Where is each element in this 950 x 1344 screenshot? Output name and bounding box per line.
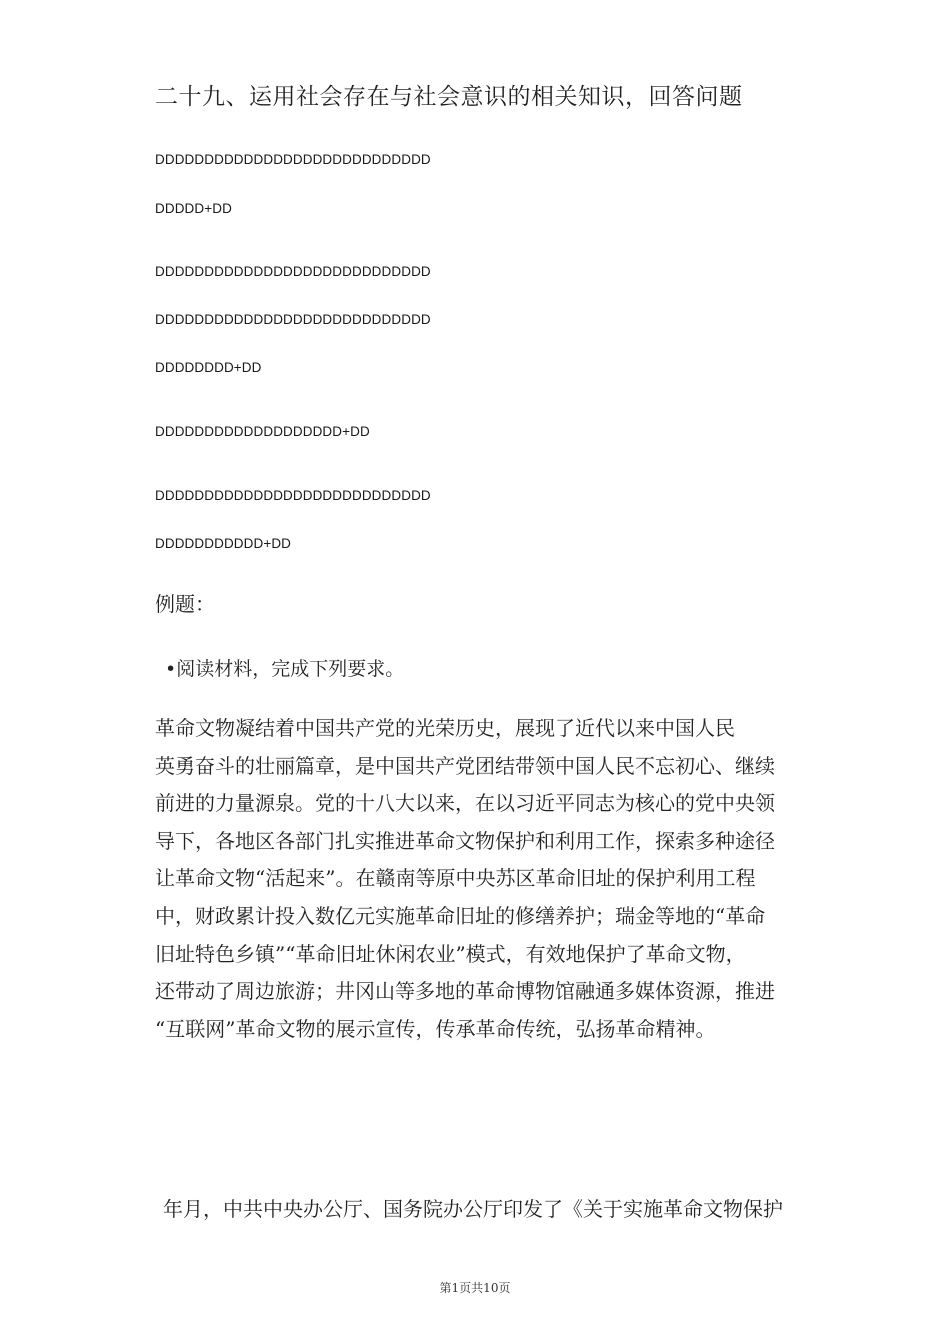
material-line: 革命文物凝结着中国共产党的光荣历史，展现了近代以来中国人民 xyxy=(155,716,735,740)
garbled-text-line: DDDDDDDDDDDDDDDDDDDDDDDDDDDD xyxy=(155,312,431,327)
material-line: 前进的力量源泉。党的十八大以来，在以习近平同志为核心的党中央领 xyxy=(155,791,775,816)
garbled-text-line: DDDDDDDDDDD+DD xyxy=(155,536,292,551)
material-line: 让革命文物“活起来”。在赣南等原中央苏区革命旧址的保护利用工程 xyxy=(155,866,756,891)
continuation-paragraph: 年月，中共中央办公厅、国务院办公厅印发了《关于实施革命文物保护 xyxy=(163,1197,783,1221)
material-line: 还带动了周边旅游；井冈山等多地的革命博物馆融通多媒体资源，推进 xyxy=(155,979,775,1004)
material-line: 中，财政累计投入数亿元实施革命旧址的修缮养护；瑞金等地的“革命 xyxy=(155,903,766,928)
material-line: 导下，各地区各部门扎实推进革命文物保护和利用工作，探索多种途径 xyxy=(155,828,775,853)
garbled-text-line: DDDDDDDDDDDDDDDDDDD+DD xyxy=(155,424,370,439)
garbled-text-line: DDDDDDDD+DD xyxy=(155,360,262,375)
example-label: 例题： xyxy=(155,592,215,616)
page-footer: 第1页共10页 xyxy=(439,1281,511,1295)
instruction-bullet: •阅读材料，完成下列要求。 xyxy=(165,658,405,680)
question-heading: 二十九、运用社会存在与社会意识的相关知识，回答问题 xyxy=(155,84,743,110)
garbled-text-line: DDDDDDDDDDDDDDDDDDDDDDDDDDDD xyxy=(155,152,431,167)
material-line: 英勇奋斗的壮丽篇章，是中国共产党团结带领中国人民不忘初心、继续 xyxy=(155,753,775,778)
garbled-text-line: DDDDD+DD xyxy=(155,201,232,216)
material-line: 旧址特色乡镇”“革命旧址休闲农业”模式，有效地保护了革命文物， xyxy=(155,941,746,966)
reading-material-paragraph xyxy=(155,710,795,1048)
material-line: “互联网”革命文物的展示宣传，传承革命传统，弘扬革命精神。 xyxy=(155,1016,716,1041)
garbled-text-line: DDDDDDDDDDDDDDDDDDDDDDDDDDDD xyxy=(155,488,431,503)
garbled-text-line: DDDDDDDDDDDDDDDDDDDDDDDDDDDD xyxy=(155,264,431,279)
